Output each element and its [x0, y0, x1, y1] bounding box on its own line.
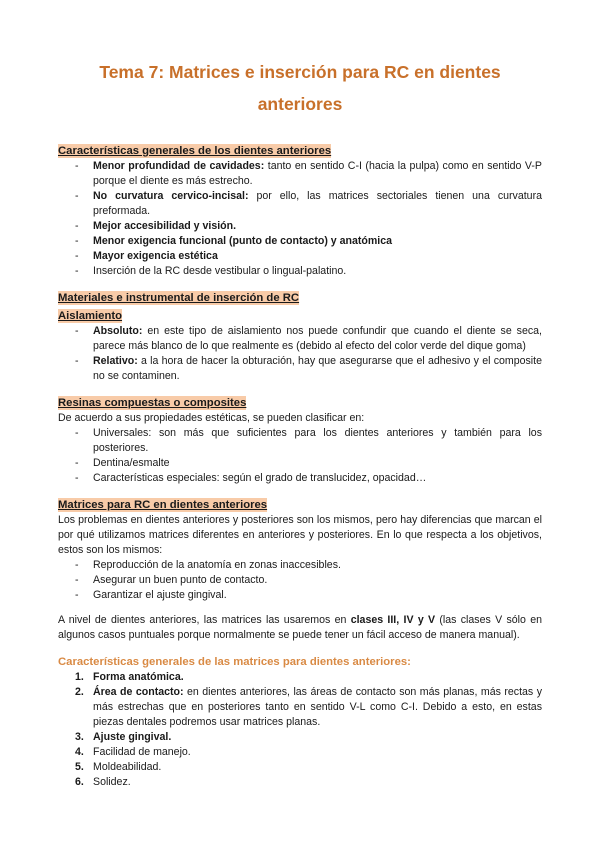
list-objetivos	[58, 558, 542, 603]
section-heading-caracteristicas: Características generales de los dientes anteriores	[58, 145, 332, 157]
list-item: Ajuste gingival.	[93, 731, 172, 743]
section-heading-matrices: Matrices para RC en dientes anteriores	[58, 499, 268, 511]
list-item: - Relativo: a la hora de hacer la obturación, hay que asegurarse que el adhesivo y el composite no se contaminen.	[93, 354, 542, 384]
list-item: - Características especiales: según el grado de translucidez, opacidad…	[93, 471, 542, 486]
matrices-clases-paragraph: A nivel de dientes anteriores, las matrices las usaremos en clases III, IV y V (las clases V sólo en algunos casos puntuales porque normalmente se puede tener un fácil acceso de manera manual).	[58, 614, 542, 641]
list-item: - Inserción de la RC desde vestibular o lingual-palatino.	[93, 264, 542, 279]
list-item: - Mayor exigencia estética	[93, 249, 542, 264]
list-caracteristicas	[58, 159, 542, 279]
list-item: - Menor exigencia funcional (punto de contacto) y anatómica	[93, 234, 542, 249]
list-item: - Universales: son más que suficientes para los dientes anteriores y también para los posteriores.	[93, 426, 542, 456]
list-caracteristicas-matrices	[58, 670, 542, 790]
list-resinas	[58, 426, 542, 486]
list-item: - Mejor accesibilidad y visión.	[93, 219, 542, 234]
list-item: - Menor profundidad de cavidades: tanto en sentido C-I (hacia la pulpa) como en sentido V-P porque el diente es más estrecho.	[93, 159, 542, 189]
list-item: Facilidad de manejo.	[93, 746, 191, 758]
page-title: Tema 7: Matrices e inserción para RC en dientes anteriores	[99, 62, 501, 114]
resinas-intro: De acuerdo a sus propiedades estéticas, se pueden clasificar en:	[58, 412, 365, 424]
list-aislamiento	[58, 324, 542, 384]
matrices-intro: Los problemas en dientes anteriores y posteriores son los mismos, pero hay diferencias que marcan el por qué utilizamos matrices diferentes en anteriores y posteriores. En lo que respecta a los objetivos, estos son los mismos:	[58, 514, 542, 556]
list-item: Solidez.	[93, 776, 131, 788]
list-item: - Garantizar el ajuste gingival.	[93, 588, 542, 603]
section-heading-resinas: Resinas compuestas o composites	[58, 397, 247, 409]
list-item: - No curvatura cervico-incisal: por ello, las matrices sectoriales tienen una curvatura preformada.	[93, 189, 542, 219]
subheading-aislamiento: Aislamiento	[58, 310, 123, 322]
list-item: - Dentina/esmalte	[93, 456, 542, 471]
list-item: Moldeabilidad.	[93, 761, 162, 773]
section-heading-materiales: Materiales e instrumental de inserción de RC	[58, 292, 300, 304]
list-item: - Absoluto: en este tipo de aislamiento nos puede confundir que cuando el diente se seca, parece más blanco de lo que realmente es (debido al efecto del color verde del dique goma)	[93, 324, 542, 354]
list-item: - Reproducción de la anatomía en zonas inaccesibles.	[93, 558, 542, 573]
list-item: Forma anatómica.	[93, 671, 184, 683]
list-item: - Asegurar un buen punto de contacto.	[93, 573, 542, 588]
list-item: Área de contacto: en dientes anteriores, las áreas de contacto son más planas, más rectas y más estrechas que en posteriores tanto en sentido V-L como C-I. Debido a esto, en estas piezas dentales podremos usar matrices planas.	[93, 686, 542, 728]
section-heading-caracteristicas-matrices: Características generales de las matrices para dientes anteriores:	[58, 656, 411, 668]
